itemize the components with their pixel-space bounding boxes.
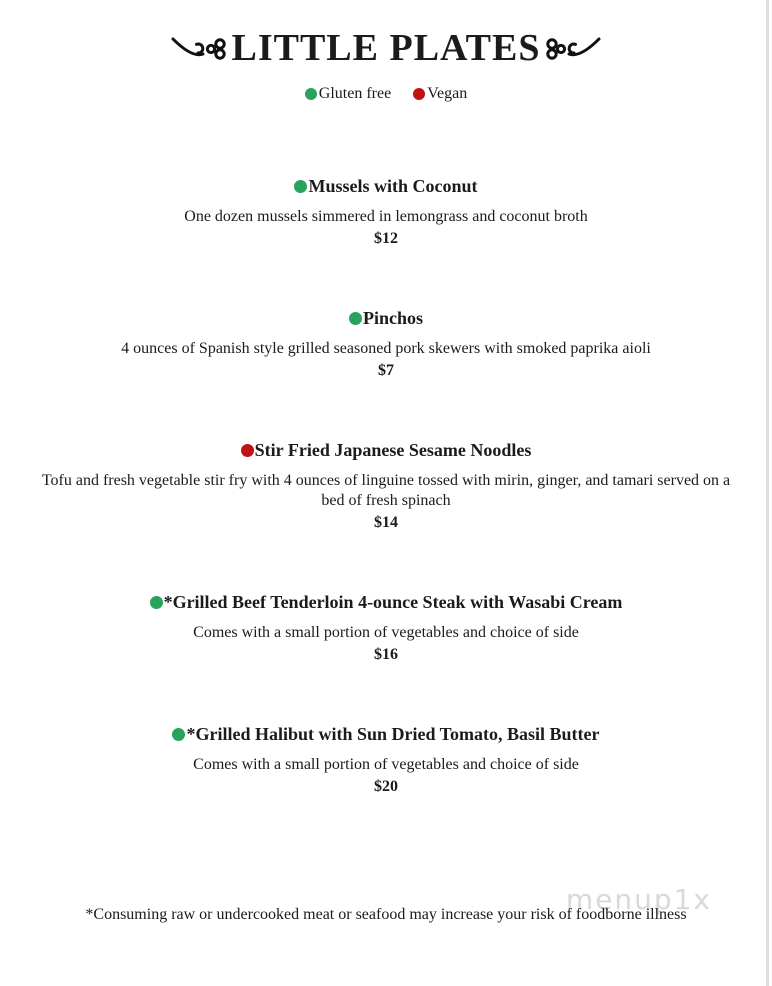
item-description: Comes with a small portion of vegetables and choice of side	[193, 623, 579, 641]
item-price: $16	[374, 645, 398, 663]
item-name: Stir Fried Japanese Sesame Noodles	[0, 439, 772, 462]
item-price: $7	[378, 361, 394, 379]
flourish-left-icon	[170, 33, 228, 65]
menu-item	[0, 591, 772, 665]
gluten-free-dot-icon	[150, 596, 163, 609]
gluten-free-dot-icon	[305, 88, 317, 100]
menu-item	[0, 175, 772, 249]
menu-header	[0, 0, 772, 70]
item-name: Pinchos	[0, 307, 772, 330]
gluten-free-dot-icon	[349, 312, 362, 325]
gluten-free-dot-icon	[172, 728, 185, 741]
item-name: Mussels with Coconut	[0, 175, 772, 198]
menu-item	[0, 723, 772, 797]
menu-item	[0, 307, 772, 381]
item-description: 4 ounces of Spanish style grilled seasoned pork skewers with smoked paprika aioli	[121, 339, 651, 357]
item-price: $14	[374, 513, 398, 531]
item-price: $20	[374, 777, 398, 795]
item-description: Tofu and fresh vegetable stir fry with 4 ounces of linguine tossed with mirin, ginger, and tamari served on a bed of fresh spinach	[41, 471, 731, 509]
legend-gluten-free	[305, 85, 391, 103]
item-description: Comes with a small portion of vegetables and choice of side	[193, 755, 579, 773]
page-edge-line	[766, 0, 769, 986]
footnote: *Consuming raw or undercooked meat or seafood may increase your risk of foodborne illness	[85, 906, 687, 923]
vegan-dot-icon	[241, 444, 254, 457]
vegan-dot-icon	[413, 88, 425, 100]
flourish-right-icon	[544, 33, 602, 65]
vegan-label: Vegan	[427, 84, 468, 102]
item-price: $12	[374, 229, 398, 247]
item-name: *Grilled Halibut with Sun Dried Tomato, Basil Butter	[0, 723, 772, 746]
item-description: One dozen mussels simmered in lemongrass and coconut broth	[184, 207, 588, 225]
gluten-free-dot-icon	[294, 180, 307, 193]
legend-vegan	[413, 85, 467, 103]
item-name: *Grilled Beef Tenderloin 4-ounce Steak with Wasabi Cream	[0, 591, 772, 614]
gluten-free-label: Gluten free	[318, 84, 392, 102]
page-title: LITTLE PLATES	[231, 27, 541, 69]
menu-item	[0, 439, 772, 533]
menupix-watermark: menup1x	[565, 883, 712, 916]
diet-legend	[0, 85, 772, 105]
menu-items	[0, 175, 772, 797]
